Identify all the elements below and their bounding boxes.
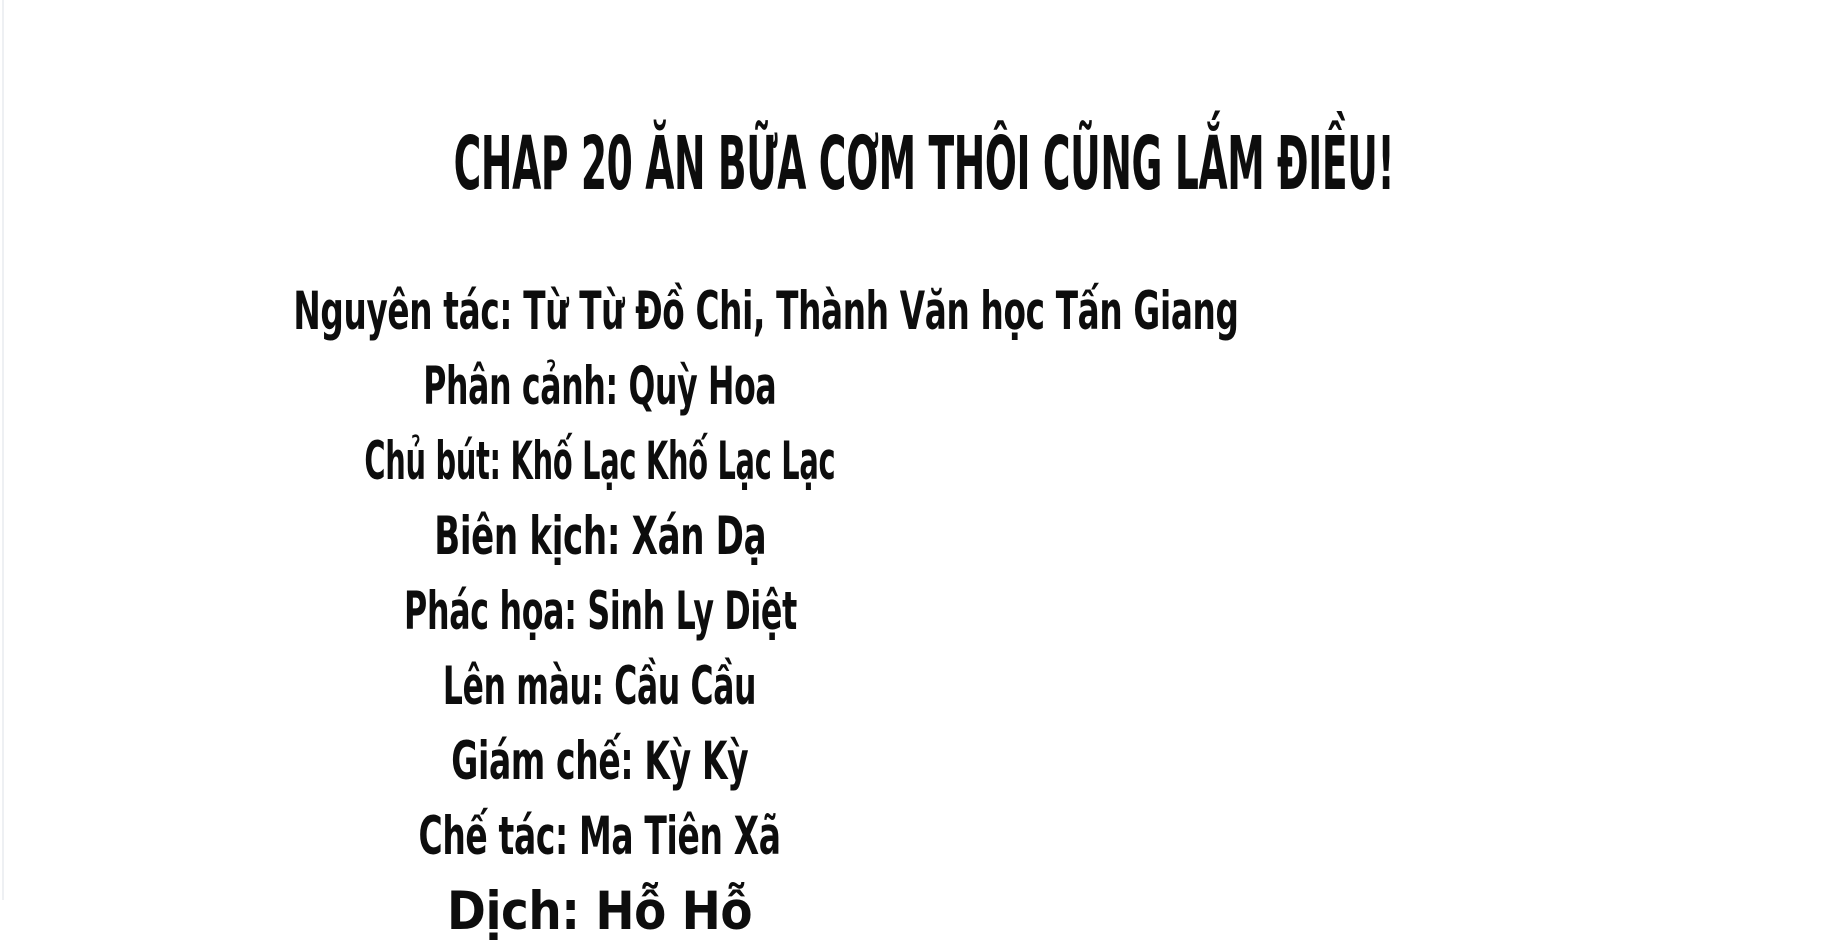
credit-text: Lên màu: Cầu Cầu (443, 656, 757, 717)
credit-text: Dịch: Hỗ Hỗ (447, 881, 753, 942)
credit-line-storyboard (0, 355, 1200, 419)
credit-text: Biên kịch: Xán Dạ (433, 506, 767, 567)
credit-line-sketch (0, 580, 1200, 644)
credit-line-coloring (0, 655, 1200, 719)
credit-text: Phân cảnh: Quỳ Hoa (423, 356, 777, 417)
credit-text: Giám chế: Kỳ Kỳ (451, 731, 749, 792)
credit-line-cropped-bottom (0, 880, 1200, 944)
chapter-title-text: CHAP 20 ĂN BỮA CƠM THÔI CŨNG LẮM ĐIỀU! (453, 121, 1395, 207)
credit-line-production (0, 805, 1200, 869)
credit-text: Chế tác: Ma Tiên Xã (418, 806, 782, 867)
credit-line-supervisor (0, 730, 1200, 794)
credit-text: Chủ bút: Khố Lạc Khố Lạc Lạc (364, 431, 836, 492)
credit-text: Phác họa: Sinh Ly Diệt (403, 581, 797, 642)
credit-line-lead-artist (0, 430, 1200, 494)
credit-line-screenwriter (0, 505, 1200, 569)
chapter-title (0, 120, 1395, 209)
credit-text: Nguyên tác: Từ Từ Đồ Chi, Thành Văn học Tấn Giang (293, 281, 1239, 342)
credit-line-original-work (0, 280, 1239, 344)
